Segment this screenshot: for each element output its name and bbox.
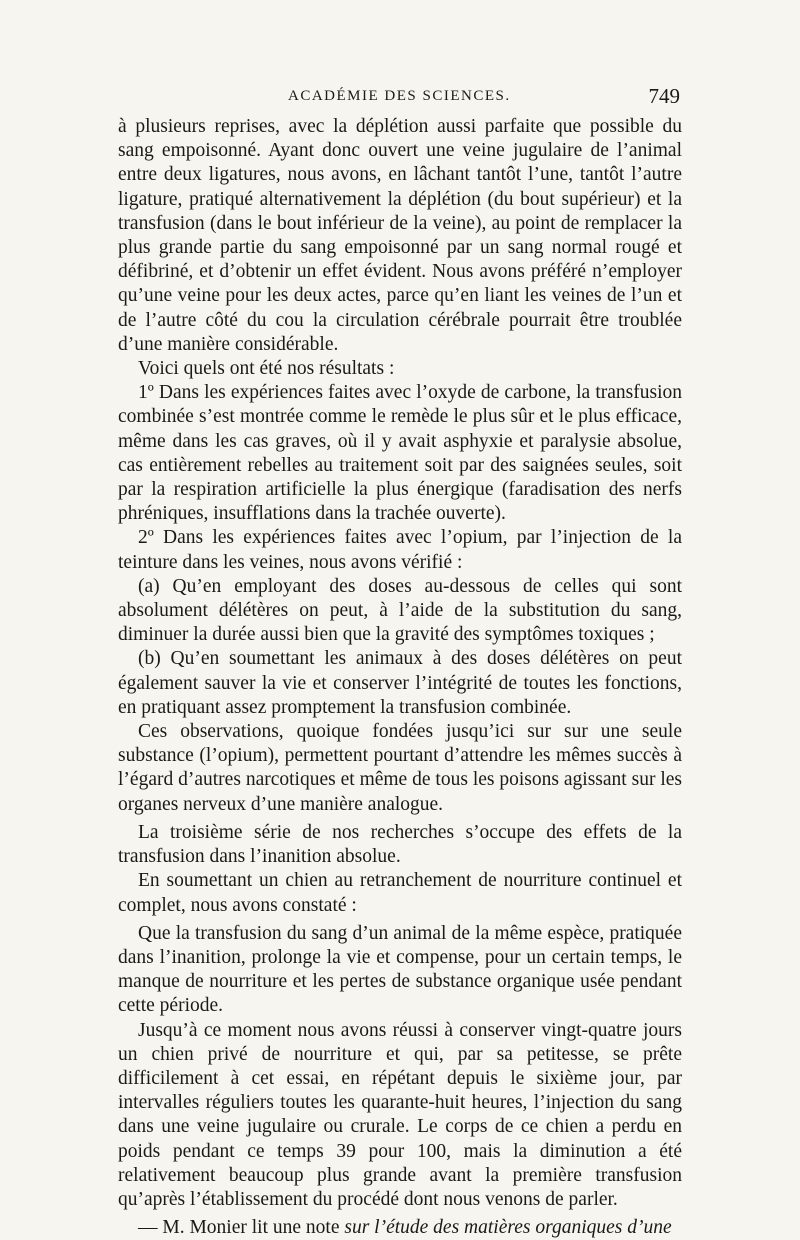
paragraph-inanition-setup: En soumettant un chien au retranchement de nourriture continuel et complet, nous avons constaté : [118, 870, 682, 916]
paragraph-continuation: à plusieurs reprises, avec la déplétion aussi parfaite que possible du sang empoisonné. Ayant donc ouvert une veine jugulaire de l’animal entre deux ligatures, nous avons, en lâchant tantôt l’une, tantôt l’autre ligature, pratiqué alternativement la déplétion (du bout supérieur) et la transfusion (dans le bout inférieur de la veine), au point de remplacer la plus grande partie du sang empoisonné par un sang normal rougé et défibriné, et d’obtenir un effet évident. Nous avons préféré n’employer qu’une veine pour les deux actes, parce qu’en liant les veines de l’un et de l’autre côté du cou la circulation cérébrale pourrait être troublée d’une manière considérable. [118, 116, 682, 355]
closing-italic-title: sur l’étude des matières organiques d’une [344, 1217, 672, 1239]
paragraph-third-series: La troisième série de nos recherches s’occupe des effets de la transfusion dans l’inanition absolue. [118, 821, 682, 868]
paragraph-result-1: 1º Dans les expériences faites avec l’oxyde de carbone, la transfusion combinée s’est montrée comme le remède le plus sûr et le plus efficace, même dans les cas graves, où il y avait asphyxie et paralysie absolue, cas entièrement rebelles au traitement soit par des saignées seules, soit par la respiration artificielle la plus énergique (faradisation des nerfs phréniques, insufflations dans la trachée ouverte). [118, 382, 682, 525]
paragraph-result-2a: (a) Qu’en employant des doses au-dessous de celles qui sont absolument délétères on peut, à l’aide de la substitution du sang, diminuer la durée aussi bien que la gravité des symptômes toxiques ; [118, 575, 682, 646]
page-number: 749 [648, 84, 680, 108]
paragraph-observations: Ces observations, quoique fondées jusqu’ici sur sur une seule substance (l’opium), permettent pourtant d’attendre les mêmes succès à l’égard d’autres narcotiques et même de tous les poisons agissant sur les organes nerveux d’une manière analogue. [118, 721, 682, 815]
page-header [118, 86, 680, 112]
paragraph-result-2b: (b) Qu’en soumettant les animaux à des doses délétères on peut également sauver la vie et conserver l’intégrité de toutes les fonctions, en pratiquant assez promptement la transfusion combinée. [118, 648, 682, 718]
body-text [118, 115, 682, 1240]
paragraph-result-2: 2º Dans les expériences faites avec l’opium, par l’injection de la teinture dans les veines, nous avons vérifié : [118, 527, 682, 573]
paragraph-closing-note [118, 1216, 682, 1240]
paragraph-experiment-details: Jusqu’à ce moment nous avons réussi à conserver vingt-quatre jours un chien privé de nourriture et qui, par sa petitesse, se prête difficilement à cet essai, en répétant depuis le sixième jour, par intervalles réguliers toutes les quarante-huit heures, l’injection du sang dans une veine jugulaire ou crurale. Le corps de ce chien a perdu en poids pendant ce temps 39 pour 100, mais la diminution a été relativement beaucoup plus grande avant la première transfusion qu’après l’établissement du procédé dont nous venons de parler. [118, 1019, 682, 1210]
running-title: ACADÉMIE DES SCIENCES. [288, 88, 511, 104]
paragraph-transfusion-effect: Que la transfusion du sang d’un animal de la même espèce, pratiquée dans l’inanition, prolonge la vie et compense, pour un certain temps, le manque de nourriture et les pertes de substance organique usée pendant cette période. [118, 922, 682, 1017]
paragraph-results-intro: Voici quels ont été nos résultats : [138, 358, 395, 380]
closing-lead: — M. Monier lit une note [138, 1217, 345, 1239]
